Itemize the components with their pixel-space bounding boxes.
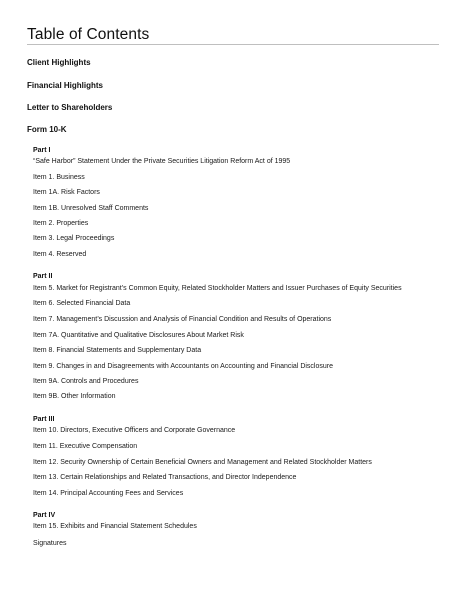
toc-item-8[interactable]: Item 8. Financial Statements and Supplementary Data bbox=[33, 347, 202, 354]
toc-item-signatures[interactable]: Signatures bbox=[33, 540, 67, 547]
toc-item-safe-harbor[interactable]: “Safe Harbor” Statement Under the Private Securities Litigation Reform Act of 1995 bbox=[33, 158, 291, 165]
toc-item-7a[interactable]: Item 7A. Quantitative and Qualitative Disclosures About Market Risk bbox=[33, 332, 244, 339]
toc-item-7[interactable]: Item 7. Management’s Discussion and Analysis of Financial Condition and Results of Operations bbox=[33, 316, 332, 323]
toc-item-4[interactable]: Item 4. Reserved bbox=[33, 251, 87, 258]
toc-item-15[interactable]: Item 15. Exhibits and Financial Statement Schedules bbox=[33, 523, 197, 530]
part-iv-heading: Part IV bbox=[33, 512, 56, 519]
toc-item-3[interactable]: Item 3. Legal Proceedings bbox=[33, 235, 115, 242]
toc-item-13[interactable]: Item 13. Certain Relationships and Related Transactions, and Director Independence bbox=[33, 474, 297, 481]
toc-form-10k[interactable]: Form 10-K bbox=[27, 125, 67, 134]
toc-item-1[interactable]: Item 1. Business bbox=[33, 174, 85, 181]
title-divider bbox=[27, 44, 439, 45]
toc-item-12[interactable]: Item 12. Security Ownership of Certain Beneficial Owners and Management and Related Stockholder Matters bbox=[33, 459, 372, 466]
toc-item-9b[interactable]: Item 9B. Other Information bbox=[33, 393, 116, 400]
toc-item-1b[interactable]: Item 1B. Unresolved Staff Comments bbox=[33, 205, 149, 212]
part-ii-heading: Part II bbox=[33, 273, 53, 280]
toc-item-10[interactable]: Item 10. Directors, Executive Officers and Corporate Governance bbox=[33, 427, 236, 434]
toc-item-5[interactable]: Item 5. Market for Registrant’s Common Equity, Related Stockholder Matters and Issuer Purchases of Equity Securities bbox=[33, 285, 402, 292]
toc-client-highlights[interactable]: Client Highlights bbox=[27, 58, 91, 67]
toc-item-6[interactable]: Item 6. Selected Financial Data bbox=[33, 300, 131, 307]
toc-item-2[interactable]: Item 2. Properties bbox=[33, 220, 89, 227]
toc-item-1a[interactable]: Item 1A. Risk Factors bbox=[33, 189, 100, 196]
toc-financial-highlights[interactable]: Financial Highlights bbox=[27, 81, 104, 90]
toc-item-9[interactable]: Item 9. Changes in and Disagreements with Accountants on Accounting and Financial Disclosure bbox=[33, 363, 334, 370]
page-title: Table of Contents bbox=[27, 26, 150, 43]
part-i-heading: Part I bbox=[33, 147, 51, 154]
toc-item-14[interactable]: Item 14. Principal Accounting Fees and Services bbox=[33, 490, 184, 497]
toc-item-9a[interactable]: Item 9A. Controls and Procedures bbox=[33, 378, 139, 385]
toc-letter-to-shareholders[interactable]: Letter to Shareholders bbox=[27, 103, 113, 112]
toc-item-11[interactable]: Item 11. Executive Compensation bbox=[33, 443, 138, 450]
part-iii-heading: Part III bbox=[33, 416, 55, 423]
